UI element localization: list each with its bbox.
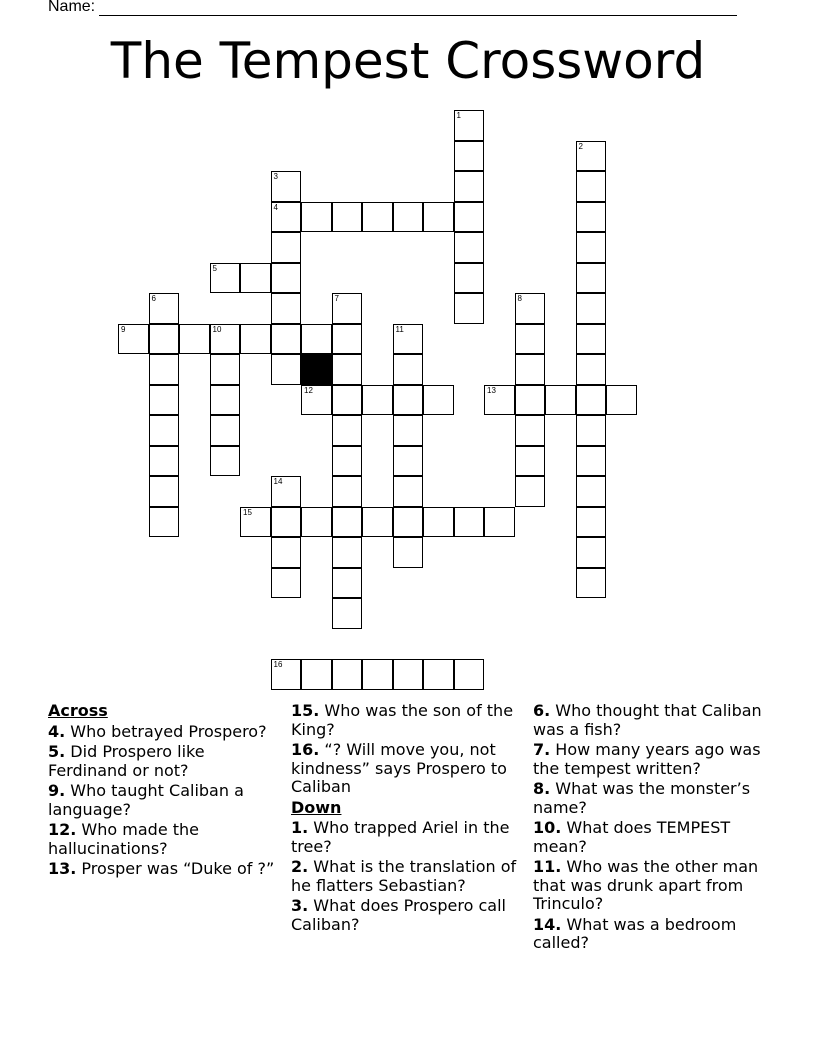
clue-number: 12 — [304, 385, 313, 395]
crossword-cell[interactable] — [271, 232, 302, 263]
crossword-cell[interactable] — [545, 385, 576, 416]
crossword-cell[interactable] — [454, 659, 485, 690]
crossword-cell[interactable] — [484, 507, 515, 538]
clue-item-number: 14. — [533, 914, 562, 934]
clue-number: 2 — [578, 141, 583, 151]
crossword-cell[interactable] — [393, 385, 424, 416]
page-title: The Tempest Crossword — [110, 32, 706, 90]
clue-item — [291, 702, 523, 739]
crossword-cell[interactable] — [576, 141, 607, 172]
crossword-cell[interactable] — [454, 507, 485, 538]
clue-number: 11 — [395, 324, 404, 334]
crossword-cell[interactable] — [332, 385, 363, 416]
crossword-cell[interactable] — [454, 110, 485, 141]
clue-item-text: Who was the son of the King? — [291, 701, 514, 739]
crossword-cell[interactable] — [393, 446, 424, 477]
clue-item-text: Who betrayed Prospero? — [65, 721, 267, 741]
across-heading: Across — [48, 701, 108, 720]
crossword-cell[interactable] — [576, 171, 607, 202]
crossword-cell[interactable] — [271, 202, 302, 233]
crossword-cell[interactable] — [393, 476, 424, 507]
crossword-cell[interactable] — [210, 354, 241, 385]
crossword-cell[interactable] — [210, 385, 241, 416]
clue-item-number: 13. — [48, 859, 77, 878]
crossword-cell[interactable] — [362, 507, 393, 538]
clue-item — [291, 858, 523, 895]
clue-number: 8 — [517, 294, 522, 303]
crossword-cell[interactable] — [271, 293, 302, 324]
crossword-cell[interactable] — [576, 385, 607, 416]
crossword-cell[interactable] — [301, 324, 332, 355]
crossword-cell[interactable] — [332, 507, 363, 538]
clues-column-1 — [48, 702, 278, 881]
clue-item-text: What does TEMPEST mean? — [533, 818, 731, 856]
clue-number: 5 — [212, 263, 217, 273]
crossword-cell[interactable] — [179, 324, 210, 355]
crossword-cell[interactable] — [149, 385, 180, 416]
clue-item-number: 2. — [291, 857, 309, 876]
crossword-cell[interactable] — [240, 507, 271, 538]
crossword-cell[interactable] — [149, 507, 180, 538]
crossword-cell[interactable] — [301, 202, 332, 233]
crossword-cell[interactable] — [149, 354, 180, 385]
crossword-cell[interactable] — [271, 354, 302, 385]
crossword-cell[interactable] — [240, 324, 271, 355]
crossword-cell[interactable] — [393, 659, 424, 690]
clues-column-2 — [291, 702, 523, 936]
crossword-cell[interactable] — [576, 568, 607, 599]
clue-item-text: Who made the hallucinations? — [48, 820, 199, 858]
clue-item-number: 8. — [533, 779, 551, 798]
crossword-cell[interactable] — [332, 659, 363, 690]
crossword-cell[interactable] — [393, 202, 424, 233]
crossword-cell[interactable] — [332, 537, 363, 568]
clue-item — [48, 782, 278, 819]
crossword-cell[interactable] — [149, 446, 180, 477]
crossword-cell[interactable] — [393, 537, 424, 568]
crossword-cell[interactable] — [576, 354, 607, 385]
crossword-cell[interactable] — [515, 324, 546, 355]
crossword-cell[interactable] — [362, 659, 393, 690]
clue-number: 3 — [273, 172, 278, 181]
crossword-cell[interactable] — [332, 415, 363, 446]
crossword-cell[interactable] — [576, 232, 607, 263]
black-square — [301, 354, 332, 385]
crossword-cell[interactable] — [454, 141, 485, 172]
crossword-cell[interactable] — [332, 568, 363, 599]
crossword-cell[interactable] — [271, 568, 302, 599]
crossword-cell[interactable] — [576, 446, 607, 477]
clue-item — [533, 780, 769, 817]
crossword-cell[interactable] — [149, 293, 180, 324]
clue-item-text: Who was the other man that was drunk apart from Trinculo? — [533, 857, 759, 913]
clue-number: 7 — [334, 294, 339, 303]
clue-item-text: What was the monster’s name? — [533, 779, 751, 817]
crossword-cell[interactable] — [515, 415, 546, 446]
crossword-cell[interactable] — [576, 324, 607, 355]
clue-item — [48, 723, 278, 742]
crossword-cell[interactable] — [332, 202, 363, 233]
clue-item-number: 5. — [48, 742, 66, 761]
crossword-cell[interactable] — [576, 537, 607, 568]
clue-number: 4 — [273, 202, 278, 212]
clue-item-text: How many years ago was the tempest written? — [533, 740, 761, 778]
crossword-cell[interactable] — [149, 476, 180, 507]
crossword-cell[interactable] — [515, 293, 546, 324]
crossword-cell[interactable] — [301, 507, 332, 538]
crossword-cell[interactable] — [515, 385, 546, 416]
crossword-cell[interactable] — [332, 324, 363, 355]
clue-item — [533, 858, 769, 914]
clue-item — [48, 860, 278, 879]
crossword-cell[interactable] — [149, 324, 180, 355]
crossword-cell[interactable] — [301, 385, 332, 416]
crossword-cell[interactable] — [271, 537, 302, 568]
crossword-cell[interactable] — [332, 446, 363, 477]
crossword-cell[interactable] — [454, 202, 485, 233]
clue-item — [291, 819, 523, 856]
crossword-cell[interactable] — [393, 507, 424, 538]
crossword-cell[interactable] — [576, 476, 607, 507]
clue-number: 6 — [151, 294, 156, 303]
clue-item-number: 16. — [291, 740, 320, 759]
crossword-cell[interactable] — [210, 446, 241, 477]
crossword-cell[interactable] — [210, 263, 241, 294]
clue-item-number: 11. — [533, 857, 562, 876]
clue-item — [533, 819, 769, 856]
clue-number: 1 — [456, 111, 461, 120]
clue-item-number: 3. — [291, 896, 309, 915]
crossword-cell[interactable] — [362, 202, 393, 233]
name-label: Name: — [48, 0, 96, 15]
crossword-cell[interactable] — [515, 476, 546, 507]
clue-item-text: Who thought that Caliban was a fish? — [533, 701, 762, 739]
crossword-cell[interactable] — [271, 171, 302, 202]
clue-item — [291, 897, 523, 934]
crossword-cell[interactable] — [576, 507, 607, 538]
crossword-cell[interactable] — [454, 232, 485, 263]
crossword-cell[interactable] — [393, 324, 424, 355]
clue-item-number: 6. — [533, 701, 551, 720]
clue-item-text: Prosper was “Duke of ?” — [76, 859, 275, 878]
clue-item-text: Who trapped Ariel in the tree? — [291, 818, 510, 856]
clue-item-text: Who taught Caliban a language? — [48, 781, 244, 819]
clue-number: 14 — [273, 477, 283, 486]
crossword-cell[interactable] — [332, 598, 363, 629]
crossword-cell[interactable] — [332, 354, 363, 385]
crossword-cell[interactable] — [576, 202, 607, 233]
clue-item — [533, 702, 769, 739]
clue-item — [533, 916, 769, 953]
clue-item-text: “? Will move you, not kindness” says Prospero to Caliban — [291, 740, 507, 796]
crossword-cell[interactable] — [118, 324, 149, 355]
clue-number: 13 — [487, 385, 496, 395]
clue-item-text: What was a bedroom called? — [533, 914, 737, 952]
crossword-cell[interactable] — [271, 263, 302, 294]
clue-number: 10 — [212, 324, 222, 334]
down-heading: Down — [291, 797, 342, 817]
crossword-cell[interactable] — [301, 659, 332, 690]
crossword-cell[interactable] — [271, 324, 302, 355]
clue-item-number: 7. — [533, 740, 551, 759]
crossword-cell[interactable] — [454, 171, 485, 202]
crossword-cell[interactable] — [240, 263, 271, 294]
clue-number: 15 — [243, 507, 252, 517]
clue-number: 9 — [121, 324, 126, 334]
clue-item-text: What is the translation of he flatters Sebastian? — [291, 857, 517, 895]
clue-item-number: 4. — [48, 721, 66, 741]
crossword-cell[interactable] — [515, 446, 546, 477]
crossword-cell[interactable] — [393, 354, 424, 385]
crossword-cell[interactable] — [454, 293, 485, 324]
clue-item — [533, 741, 769, 778]
crossword-cell[interactable] — [423, 507, 454, 538]
clue-number: 16 — [273, 660, 283, 669]
crossword-cell[interactable] — [454, 263, 485, 294]
clue-item-number: 1. — [291, 818, 309, 837]
crossword-cell[interactable] — [606, 385, 637, 416]
crossword-cell[interactable] — [149, 415, 180, 446]
clues-column-3 — [533, 702, 769, 955]
crossword-cell[interactable] — [271, 476, 302, 507]
crossword-cell[interactable] — [423, 385, 454, 416]
crossword-cell[interactable] — [393, 415, 424, 446]
clue-item-number: 9. — [48, 781, 66, 800]
clue-item — [48, 743, 278, 780]
crossword-cell[interactable] — [423, 202, 454, 233]
clue-item-text: What does Prospero call Caliban? — [291, 896, 506, 934]
crossword-cell[interactable] — [210, 415, 241, 446]
crossword-cell[interactable] — [515, 354, 546, 385]
crossword-cell[interactable] — [576, 415, 607, 446]
clue-item — [48, 821, 278, 858]
crossword-cell[interactable] — [576, 263, 607, 294]
clue-item-number: 10. — [533, 818, 562, 837]
clue-item-number: 12. — [48, 820, 77, 839]
crossword-cell[interactable] — [484, 385, 515, 416]
crossword-cell[interactable] — [332, 476, 363, 507]
crossword-cell[interactable] — [576, 293, 607, 324]
clue-item-text: Did Prospero like Ferdinand or not? — [48, 742, 205, 780]
clue-item-number: 15. — [291, 701, 320, 720]
crossword-cell[interactable] — [332, 293, 363, 324]
crossword-cell[interactable] — [271, 507, 302, 538]
clue-item — [291, 741, 523, 797]
crossword-cell[interactable] — [362, 385, 393, 416]
crossword-cell[interactable] — [271, 659, 302, 690]
crossword-cell[interactable] — [423, 659, 454, 690]
crossword-cell[interactable] — [210, 324, 241, 355]
